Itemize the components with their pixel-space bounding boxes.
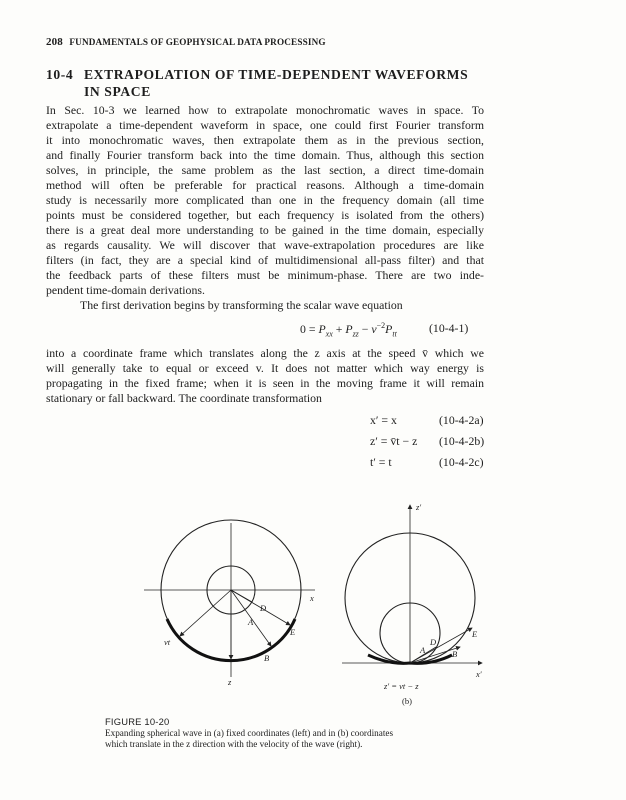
paragraph-1-line: as regards causality. We will discover that wave-extrapolation procedures are like	[46, 238, 484, 252]
label-E: E	[290, 627, 296, 637]
label-z-prime: z′	[416, 502, 422, 512]
paragraph-3-line: into a coordinate frame which translates along the z axis at the speed v̄ which we	[46, 346, 484, 360]
paragraph-1-line: pendent time-domain derivations.	[46, 283, 205, 297]
running-header	[46, 36, 326, 48]
paragraph-3-line: stationary or fall backward. The coordinate transformation	[46, 391, 322, 405]
figure-caption-line: Expanding spherical wave in (a) fixed coordinates (left) and in (b) coordinates	[105, 728, 394, 738]
paragraph-1-line: there is a great deal more understanding to be gained in the time domain, especially	[46, 223, 484, 237]
figure-panel-b	[342, 502, 482, 706]
paragraph-2-line: The first derivation begins by transforming the scalar wave equation	[80, 298, 403, 312]
figure-caption-title: FIGURE 10-20	[105, 716, 170, 727]
section-title-line1: EXTRAPOLATION OF TIME-DEPENDENT WAVEFORMS	[84, 67, 469, 82]
running-title: FUNDAMENTALS OF GEOPHYSICAL DATA PROCESSING	[69, 37, 326, 47]
figure-10-20	[140, 495, 500, 713]
label-E: E	[472, 629, 478, 639]
label-z: z	[228, 677, 232, 687]
section-title-line2: IN SPACE	[84, 84, 151, 99]
paragraph-1-line: solves, in principle, the same problem as the last section, a direct time-domain	[46, 163, 484, 177]
ray-D	[231, 590, 252, 602]
paragraph-1-line: it into monochromatic waves, then extrapolate them as in the previous section,	[46, 133, 484, 147]
paragraph-1-line: extrapolate a time-dependent waveform in space, one could first Fourier transform	[46, 118, 484, 132]
equation-10-4-2c: t′ = t	[370, 455, 392, 469]
equation-number: (10-4-2c)	[439, 455, 484, 469]
equation-number: (10-4-2a)	[439, 413, 484, 427]
paragraph-1-line: and finally Fourier transform back into the time domain. Thus, although this section	[46, 148, 484, 162]
equation-10-4-2a: x′ = x	[370, 413, 397, 427]
paragraph-1-line: points must be considered together, but each frequency is isolated from the others)	[46, 208, 484, 222]
label-x-prime: x′	[476, 669, 482, 679]
paragraph-1-line: In Sec. 10-3 we learned how to extrapolate monochromatic waves in space. To	[46, 103, 484, 117]
label-vt: vt	[164, 637, 171, 647]
label-x: x	[310, 593, 314, 603]
label-D: D	[430, 637, 437, 647]
equation-10-4-2b: z′ = v̄t − z	[370, 434, 418, 448]
equation-number: (10-4-2b)	[439, 434, 485, 448]
label-A: A	[420, 645, 426, 655]
paragraph-1-line: method will often be preferable for practical reasons. Although a time-domain	[46, 178, 484, 192]
axis-equation-label: z′ = vt − z	[384, 681, 419, 691]
label-A: A	[248, 617, 254, 627]
paragraph-3-line: will generally take to equal or exceed v. It does not matter which way energy is	[46, 361, 484, 375]
paragraph-1-line: study is necessarily more complicated than one in the frequency domain (all time	[46, 193, 484, 207]
label-B: B	[452, 649, 458, 659]
label-D: D	[260, 603, 267, 613]
section-number: 10-4	[46, 67, 74, 82]
label-B: B	[264, 653, 270, 663]
panel-label-b: (b)	[402, 696, 412, 706]
paragraph-3-line: propagating in the fixed frame; when it is seen in the moving frame it will remain	[46, 376, 484, 390]
paragraph-1-line: the feedback parts of these filters must be minimum-phase. There are two inde-	[46, 268, 484, 282]
figure-panel-a	[144, 520, 315, 687]
paragraph-1-line: filters (in fact, they are a special kind of multidimensional all-pass filter) and that	[46, 253, 484, 267]
equation-10-4-1: $0 = P_{xx} + P_{zz} - v^{-2}P_{tt}$	[300, 321, 397, 339]
page-number: 208	[46, 36, 63, 48]
figure-caption-line: which translate in the z direction with the velocity of the wave (right).	[105, 739, 363, 749]
section-heading	[46, 66, 468, 100]
equation-number: (10-4-1)	[429, 321, 469, 335]
